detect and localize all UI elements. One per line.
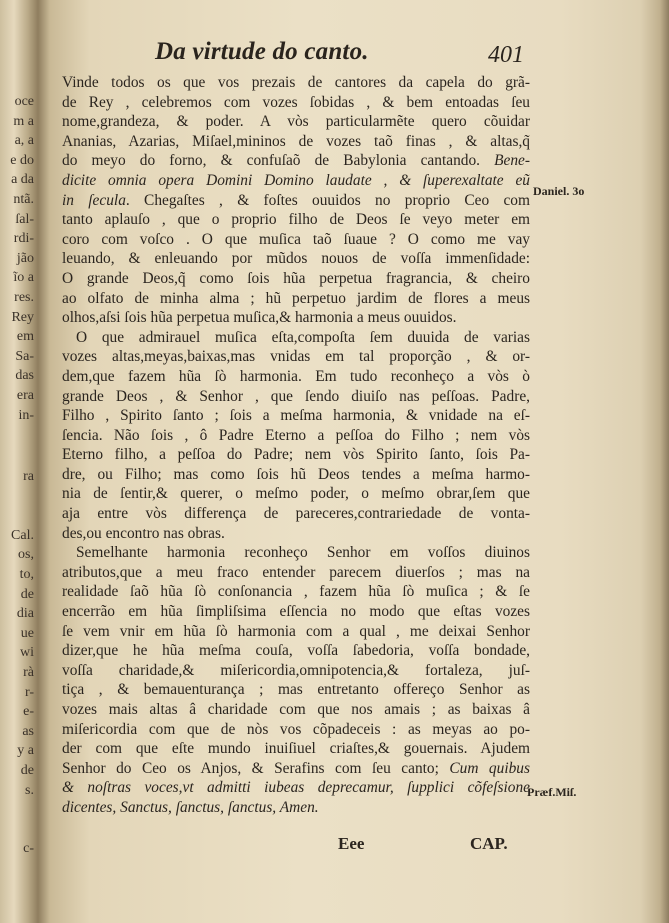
text-line	[62, 328, 530, 348]
facing-page-fragment: Sa-	[15, 348, 34, 364]
latin-italic-text: dicentes, Sanctus, ſanctus, ſanctus, Amen.	[62, 798, 319, 816]
latin-italic-text: in ſecula	[62, 191, 126, 209]
text-segment: encerrão em hũa ſimpliſsima eſſencia no modo que eſtas vozes	[62, 603, 530, 621]
facing-page-fragment: res.	[14, 290, 34, 305]
facing-page-fragment: to,	[19, 567, 34, 582]
text-segment: Semelhante harmonia reconheço Senhor em voſſos diuinos	[76, 544, 530, 562]
text-line	[62, 602, 530, 622]
facing-page-fragment: ntã.	[13, 192, 34, 207]
margin-note-daniel: Daniel. 3o	[533, 184, 585, 198]
facing-page-fragment: em	[16, 329, 34, 345]
text-segment: ſe vem vnir em hũa ſò harmonia com a qual , me deixai Senhor	[62, 622, 530, 640]
text-segment: vozes mais altas â charidade com que nos amais ; as baixas â	[62, 701, 530, 718]
facing-page-fragment: ra	[23, 469, 34, 484]
facing-page-fragment: c-	[23, 841, 34, 857]
text-line	[62, 347, 530, 367]
latin-italic-text: dicite omnia opera Domini Domino laudate , & ſuperexaltate eũ	[62, 171, 530, 189]
text-segment: do meyo do forno, & confuſaõ de Babylonia cantando.	[62, 152, 495, 170]
text-line	[62, 406, 530, 426]
text-line	[62, 504, 530, 524]
text-segment: dem,que fazem hũa ſò harmonia. Em tudo reconheço a vòs ò	[62, 367, 530, 385]
signature-mark: Eee	[338, 834, 365, 853]
text-line	[62, 210, 530, 230]
text-segment: O que admirauel muſica eſta,compoſta ſem duuida de varias	[76, 328, 530, 346]
facing-page-fragment: y a	[17, 743, 34, 759]
facing-page-fragment: r-	[24, 684, 34, 700]
latin-italic-text: Cum quibus	[449, 759, 530, 777]
facing-page-fragment: as	[22, 723, 34, 739]
running-header: Da virtude do canto.	[155, 38, 369, 65]
facing-page-fragment: rdi-	[13, 231, 34, 247]
text-segment: nia de ſentir,& querer, o meſmo poder, o meſmo obrar,ſem que	[62, 485, 530, 503]
facing-page-fragment: ue	[20, 625, 34, 641]
facing-page-edge	[0, 0, 50, 923]
text-segment: tanto aplauſo , que o proprio filho de Deos ſe veyo meter em	[62, 211, 530, 229]
text-line	[62, 778, 530, 798]
page-number: 401	[488, 42, 524, 68]
text-line	[62, 445, 530, 465]
facing-page-fragment: a da	[11, 172, 34, 188]
text-segment: miſericordia com que de nòs vos cõpadeceis : as meyas ao po-	[62, 720, 530, 738]
text-line	[62, 367, 530, 387]
body-text	[62, 73, 530, 818]
text-segment: atributos,que a meu fraco entender parecem diuerſos ; mas na	[62, 563, 530, 581]
text-line	[62, 249, 530, 269]
text-line	[62, 93, 530, 113]
text-segment: vozes altas,meyas,baixas,mas vnidas em tal proporção , & or-	[62, 348, 530, 366]
facing-page-fragment: Rey	[11, 309, 34, 325]
catchword: CAP.	[470, 834, 508, 853]
text-line	[62, 798, 530, 818]
text-line	[62, 680, 530, 700]
facing-page-fragment: de	[20, 586, 34, 602]
facing-page-fragment: s.	[25, 782, 34, 798]
text-line	[62, 641, 530, 661]
text-line	[62, 739, 530, 759]
text-segment: des,ou encontro nas obras.	[62, 524, 225, 542]
text-segment: aja entre vòs differença de pareceres,contrariedade de vonta-	[62, 505, 530, 523]
text-line	[62, 73, 530, 93]
facing-page-fragment: de	[20, 763, 34, 778]
facing-page-fragment: e-	[23, 704, 34, 720]
text-segment: ſencia. Não ſois , ô Padre Eterno a peſſoa do Filho ; nem vòs	[62, 426, 530, 444]
text-segment: tiça , & bemauenturança ; mas entretanto offereço Senhor as	[62, 681, 530, 699]
text-line	[62, 151, 530, 171]
text-segment: Ananias, Azarias, Miſael,mininos de vozes taõ finas , & altas,q̃	[62, 132, 530, 150]
text-line	[62, 132, 530, 152]
facing-page-fragment: jão	[16, 250, 34, 266]
text-line	[62, 484, 530, 504]
text-segment: nome,grandeza, & poder. A vòs particularmẽte quero cõuidar	[62, 113, 530, 131]
text-segment: Eterno filho, a peſſoa do Padre; nem vòs Spirito ſanto, ſois Pa-	[62, 446, 530, 464]
text-segment: grande Deos , & Senhor , que ſendo diuiſo nas peſſoas. Padre,	[62, 387, 530, 405]
margin-note-praefatio: Præf.Miſ.	[527, 785, 577, 799]
text-segment: realidade ſaõ hũa ſò conſonancia , fazem hũa ſò muſica ; & ſe	[62, 583, 530, 601]
text-line	[62, 563, 530, 583]
facing-page-fragment: e do	[10, 152, 34, 168]
text-line	[62, 230, 530, 250]
facing-page-fragment: Cal.	[11, 527, 34, 543]
text-line	[62, 720, 530, 740]
text-line	[62, 387, 530, 407]
text-line	[62, 759, 530, 779]
text-segment: de Rey , celebremos com vozes ſobidas , & bem entoadas ſeu	[62, 93, 530, 111]
text-segment: ao olfato de minha alma ; hũ perpetuo jardim de flores a meus	[62, 289, 530, 307]
text-line	[62, 171, 530, 191]
facing-page-fragment: era	[16, 388, 34, 403]
text-line	[62, 308, 530, 328]
text-line	[62, 622, 530, 642]
facing-page-fragment: ſal-	[15, 211, 34, 227]
text-segment: Filho , Spirito ſanto ; ſois a meſma harmonia, & vnidade na eſ-	[62, 407, 530, 425]
text-line	[62, 661, 530, 681]
facing-page-fragment: rà	[23, 665, 34, 680]
facing-page-fragment: das	[15, 368, 34, 384]
text-segment: voſſa charidade,& miſericordia,omnipotencia,& fortaleza, juſ-	[62, 661, 530, 679]
text-segment: coro com voſco . O que muſica taõ ſuaue ? O como me vay	[62, 230, 530, 248]
facing-page-fragment: dia	[16, 606, 34, 622]
text-line	[62, 465, 530, 485]
text-line	[62, 191, 530, 211]
text-segment: dre, ou Filho; mas como ſois hũ Deos tendes a meſma harmo-	[62, 465, 530, 483]
facing-page-fragment: os,	[18, 547, 34, 563]
text-segment: olhos,aſsi ſois hũa perpetua muſica,& harmonia a meus ouuidos.	[62, 309, 457, 327]
facing-page-fragment: in-	[18, 407, 34, 423]
text-segment: Vinde todos os que vos prezais de cantores da capela do grã-	[62, 74, 530, 91]
facing-page-fragment: wi	[20, 645, 34, 661]
text-segment: Senhor do Ceo os Anjos, & Serafins com ſeu canto;	[62, 759, 450, 777]
text-line	[62, 543, 530, 563]
text-line	[62, 426, 530, 446]
text-segment: leuando, & enleuando por mũdos nouos de voſſa immenſidade:	[62, 250, 530, 268]
text-line	[62, 700, 530, 720]
text-segment: O grande Deos,q̃ como ſois hũa perpetua fragrancia, & cheiro	[62, 269, 530, 287]
text-line	[62, 524, 530, 544]
text-segment: der com que eſte mundo inuiſiuel criaſtes,& gouernais. Ajudem	[62, 740, 530, 758]
text-line	[62, 112, 530, 132]
text-segment: dizer,que he hũa meſma couſa, voſſa ſabedoria, voſſa bondade,	[62, 642, 530, 660]
text-segment: . Chegaſtes , & foſtes ouuidos no proprio Ceo com	[125, 191, 530, 209]
facing-page-fragment: oce	[14, 94, 34, 109]
latin-italic-text: Bene-	[494, 152, 530, 170]
text-line	[62, 269, 530, 289]
facing-page-fragment: a, a	[14, 133, 34, 149]
latin-italic-text: & noſtras voces,vt admitti iubeas deprecamur, ſupplici cõfeſsione	[62, 779, 530, 797]
text-line	[62, 582, 530, 602]
facing-page-fragment: ĩo a	[13, 270, 34, 286]
facing-page-fragment: m a	[13, 113, 34, 129]
text-line	[62, 289, 530, 309]
